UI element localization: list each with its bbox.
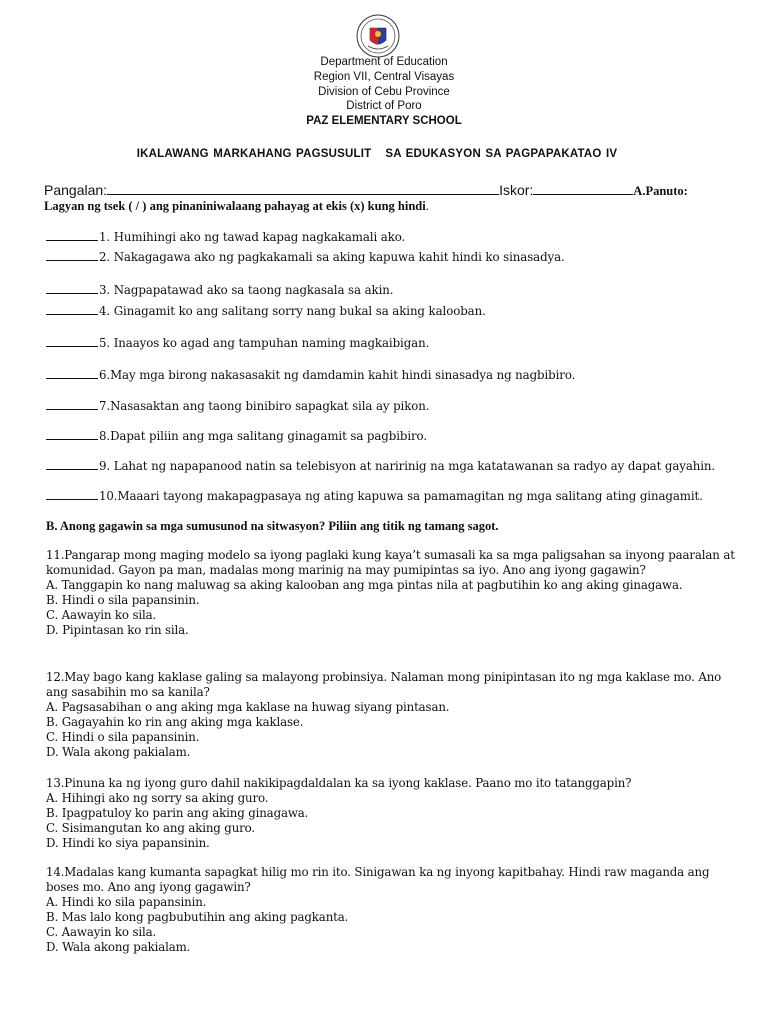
answer-option: D. Wala akong pakialam. [46, 745, 191, 759]
part-a-item [46, 398, 429, 413]
region-name: Region VII, Central Visayas [313, 70, 455, 83]
item-text: Ginagamit ko ang salitang sorry nang bukal sa aking kalooban. [110, 304, 486, 318]
item-number: 10. [99, 489, 118, 503]
name-score-line [44, 182, 744, 199]
part-a-item [46, 249, 565, 264]
part-a-item [46, 229, 405, 244]
answer-blank[interactable] [46, 249, 98, 261]
question-block [46, 776, 736, 851]
exam-title-part2: SA EDUKASYON SA PAGPAPAKATAO IV [385, 148, 618, 160]
score-label: Iskor: [499, 182, 534, 198]
item-number: 1. [99, 230, 111, 244]
item-text: Humihingi ako ng tawad kapag nagkakamali ako. [110, 230, 406, 244]
part-a-directions [44, 199, 429, 214]
item-number: 4. [99, 304, 111, 318]
answer-option: C. Aawayin ko sila. [46, 925, 157, 939]
item-text: Lahat ng napapanood natin sa telebisyon at naririnig na mga katatawanan sa radyo ay dapat gayahin. [110, 459, 716, 473]
answer-option: B. Ipagpatuloy ko parin ang aking ginagawa. [46, 806, 309, 820]
part-a-item [46, 282, 393, 297]
answer-option: A. Hihingi ako ng sorry sa aking guro. [46, 791, 269, 805]
question-stem: 14.Madalas kang kumanta sapagkat hilig mo rin ito. Sinigawan ka ng inyong kapitbahay. Hindi raw maganda ang boses mo. Ano ang iyong gagawin? [46, 865, 710, 894]
answer-option: C. Hindi o sila papansinin. [46, 730, 200, 744]
answer-blank[interactable] [46, 367, 98, 379]
department-name: Department of Education [320, 56, 448, 68]
name-label: Pangalan: [44, 182, 108, 198]
item-number: 2. [99, 250, 111, 264]
question-stem: 11.Pangarap mong maging modelo sa iyong paglaki kung kaya’t sumasali ka sa mga paligsahan sa inyong paaralan at komunidad. Gayon pa man, madalas mong marinig na may pumipintas sa iyo. Ano ang iyong gagawin? [46, 548, 735, 577]
part-a-item [46, 303, 486, 318]
exam-title-part1: IKALAWANG MARKAHANG PAGSUSULIT [136, 148, 372, 160]
answer-blank[interactable] [46, 229, 98, 241]
answer-option: D. Wala akong pakialam. [46, 940, 191, 954]
item-text: May mga birong nakasasakit ng damdamin kahit hindi sinasadya ng nagbibiro. [110, 368, 576, 382]
question-stem: 13.Pinuna ka ng iyong guro dahil nakikipagdaldalan ka sa iyong kaklase. Paano mo ito tatanggapin? [46, 776, 632, 790]
directions-text: Lagyan ng tsek ( / ) ang pinaniniwalaang pahayag at ekis (x) kung hindi [44, 199, 426, 213]
item-text: Nasasaktan ang taong binibiro sapagkat sila ay pikon. [110, 399, 430, 413]
answer-option: C. Sisimangutan ko ang aking guro. [46, 821, 255, 835]
item-number: 8. [99, 429, 111, 443]
answer-blank[interactable] [46, 398, 98, 410]
deped-seal-logo [356, 14, 400, 58]
answer-blank[interactable] [46, 428, 98, 440]
answer-option: B. Mas lalo kong pagbubutihin ang aking pagkanta. [46, 910, 349, 924]
item-text: Nagpapatawad ako sa taong nagkasala sa akin. [110, 283, 394, 297]
answer-blank[interactable] [46, 488, 98, 500]
item-number: 5. [99, 336, 111, 350]
part-a-item [46, 458, 715, 473]
item-number: 3. [99, 283, 111, 297]
division-name: Division of Cebu Province [318, 85, 450, 98]
name-field[interactable] [107, 182, 499, 195]
question-stem: 12.May bago kang kaklase galing sa malayong probinsiya. Nalaman mong pinipintasan ito ng mga kaklase mo. Ano ang sasabihin mo sa kanila? [46, 670, 722, 699]
exam-title [0, 148, 768, 160]
item-text: Inaayos ko agad ang tampuhan naming magkaibigan. [110, 336, 430, 350]
part-b-heading: B. Anong gagawin sa mga sumusunod na sitwasyon? Piliin ang titik ng tamang sagot. [46, 519, 499, 533]
district-name: District of Poro [346, 100, 422, 113]
score-field[interactable] [533, 182, 633, 195]
answer-option: B. Gagayahin ko rin ang aking mga kaklase. [46, 715, 304, 729]
item-text: Maaari tayong makapagpasaya ng ating kapuwa sa pamamagitan ng mga salitang ating ginagamit. [117, 489, 703, 503]
answer-option: D. Pipintasan ko rin sila. [46, 623, 189, 637]
question-block [46, 548, 736, 638]
answer-option: C. Aawayin ko sila. [46, 608, 157, 622]
answer-blank[interactable] [46, 282, 98, 294]
part-a-item [46, 367, 575, 382]
answer-blank[interactable] [46, 303, 98, 315]
answer-option: A. Pagsasabihan o ang aking mga kaklase na huwag siyang pintasan. [46, 700, 450, 714]
letterhead [0, 55, 768, 129]
answer-option: B. Hindi o sila papansinin. [46, 593, 200, 607]
school-name: PAZ ELEMENTARY SCHOOL [306, 115, 462, 128]
answer-option: D. Hindi ko siya papansinin. [46, 836, 210, 850]
part-a-item [46, 488, 703, 503]
answer-blank[interactable] [46, 335, 98, 347]
answer-blank[interactable] [46, 458, 98, 470]
answer-option: A. Hindi ko sila papansinin. [46, 895, 207, 909]
question-block [46, 865, 736, 955]
item-number: 6. [99, 368, 111, 382]
item-text: Dapat piliin ang mga salitang ginagamit sa pagbibiro. [110, 429, 427, 443]
item-number: 9. [99, 459, 111, 473]
part-a-item [46, 335, 429, 350]
directions-period: . [425, 199, 429, 213]
part-a-item [46, 428, 427, 443]
question-block [46, 670, 736, 760]
answer-option: A. Tanggapin ko nang maluwag sa aking kalooban ang mga pintas nila at pagbutihin ko ang aking ginagawa. [46, 578, 683, 592]
item-number: 7. [99, 399, 111, 413]
item-text: Nakagagawa ako ng pagkakamali sa aking kapuwa kahit hindi ko sinasadya. [110, 250, 565, 264]
part-a-label: A.Panuto: [633, 184, 688, 198]
